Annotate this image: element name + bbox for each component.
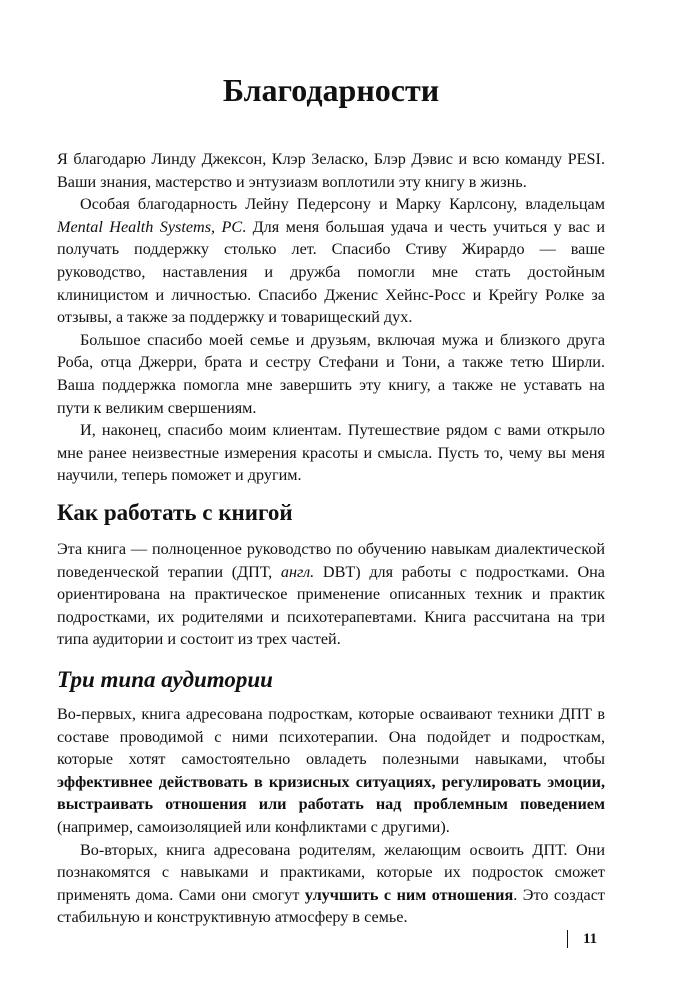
how-to-paragraph <box>57 538 605 651</box>
ack-paragraph-2 <box>57 193 605 329</box>
how-to-p-end: DBT) для работы с подростками. Она ориентирована на практическое применение описанных техник и практик подростками, их родителями и психотерапевтами. Книга рассчитана на три типа аудитории и состоит из трех частей. <box>57 562 605 649</box>
how-to-p-start: Эта книга — полноценное руководство по обучению навыкам диалектической поведенческой терапии (ДПТ, <box>57 540 605 581</box>
ack-p3-text: Большое спасибо моей семье и друзьям, включая мужа и близкого друга Роба, отца Джерри, брата и сестру Стефани и Тони, а также тетю Ширли. Ваша поддержка помогла мне завершить эту книгу, а также не уставать на пути к великим свершениям. <box>57 330 605 417</box>
page-title: Благодарности <box>222 72 440 108</box>
how-to-p-angl: англ. <box>280 562 315 581</box>
aud-p1-bold: эффективнее действовать в кризисных ситуациях, регулировать эмоции, выстраивать отношения или работать над проблемным поведением <box>57 772 605 814</box>
ack-paragraph-3 <box>57 329 605 419</box>
audience-section <box>57 665 605 929</box>
audience-heading: Три типа аудитории <box>57 667 273 692</box>
how-to-section <box>57 498 605 651</box>
ack-p2-company: Mental Health Systems, PC <box>57 217 243 236</box>
ack-p1-text: Я благодарю Линду Джексон, Клэр Зеласко, Блэр Дэвис и всю команду PESI. Ваши знания, мастерство и энтузиазм воплотили эту книгу в жизнь. <box>57 150 605 191</box>
aud-p2-start: Во-вторых, книга адресована родителям, желающим освоить ДПТ. Они познакомятся с навыками и практиками, которые их подросток сможет применять дома. Сами они смогут <box>57 840 605 904</box>
ack-paragraph-1 <box>57 148 605 193</box>
audience-paragraph-1 <box>57 703 605 839</box>
aud-p2-bold: улучшить с ним отношения <box>304 885 514 904</box>
audience-paragraph-2 <box>57 839 605 929</box>
ack-p4-text: И, наконец, спасибо моим клиентам. Путешествие рядом с вами открыло мне ранее неизвестные измерения красоты и смысла. Пусть то, чему вы меня научили, теперь поможет и другим. <box>57 421 605 485</box>
aud-p1-end: (например, самоизоляцией или конфликтами с другими). <box>57 817 450 836</box>
acknowledgements-section <box>57 148 605 487</box>
footer-divider <box>567 930 568 948</box>
aud-p2-end: . Это создаст стабильную и конструктивную атмосферу в семье. <box>57 885 605 927</box>
aud-p1-start: Во-первых, книга адресована подросткам, которые осваивают техники ДПТ в составе проводимой с ними психотерапии. Она подойдет и подросткам, которые хотят самостоятельно овладеть полезными навыками, чтобы <box>57 705 605 769</box>
page-number: 11 <box>583 930 598 947</box>
page-footer <box>567 929 597 949</box>
ack-p2-start: Особая благодарность Лейну Педерсону и Марку Карлсону, владельцам <box>80 195 605 214</box>
how-to-heading: Как работать с книгой <box>57 500 293 525</box>
ack-paragraph-4 <box>57 419 605 487</box>
ack-p2-end: . Для меня большая удача и честь учиться у вас и получать поддержку столько лет. Спасибо Стиву Жирардо — ваше руководство, наставления и дружба помогли мне стать достойным клиницистом и личностью. Спасибо Дженис Хейнс-Росс и Крейгу Ролке за отзывы, а также за поддержку и товарищеский дух. <box>57 217 605 327</box>
